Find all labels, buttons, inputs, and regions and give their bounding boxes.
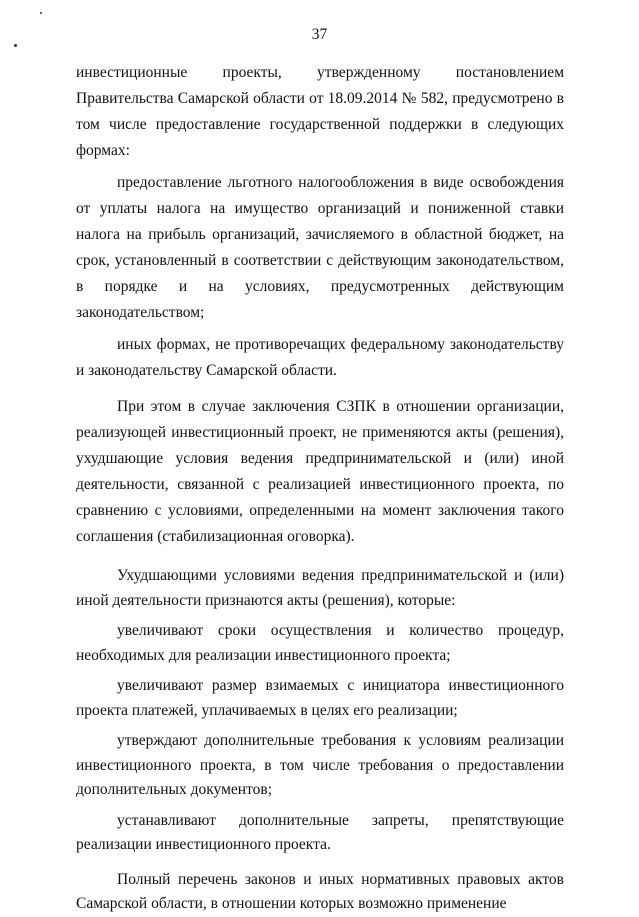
scan-speck <box>40 12 42 14</box>
paragraph-prohibitions: устанавливают дополнительные запреты, препятствующие реализации инвестиционного проекта. <box>76 811 564 853</box>
paragraph-full-list: Полный перечень законов и иных нормативных правовых актов Самарской области, в отношении которых возможно применение <box>76 870 564 912</box>
paragraph-tax-benefits: предоставление льготного налогообложения в виде освобождения от уплаты налога на имущество организаций и пониженной ставки налога на прибыль организаций, зачисляемого в областной бюджет, на срок, установленный в соответствии с действующим законодательством, в порядке и на условиях, предусмотренных действующим законодательством; <box>76 174 564 321</box>
paragraph-requirements: утверждают дополнительные требования к условиям реализации инвестиционного проекта, в том числе требования о предоставлении дополнительных документов; <box>76 732 564 798</box>
document-body <box>76 60 564 917</box>
paragraph-procedures: увеличивают сроки осуществления и количество процедур, необходимых для реализации инвестиционного проекта; <box>76 622 564 664</box>
paragraph-stabilization-clause: При этом в случае заключения СЗПК в отношении организации, реализующей инвестиционный проект, не применяются акты (решения), ухудшающие условия ведения предпринимательской и (или) иной деятельности, связанной с реализацией инвестиционного проекта, по сравнению с условиями, определенными на момент заключения такого соглашения (стабилизационная оговорка). <box>76 398 564 545</box>
page-number: 37 <box>311 26 328 43</box>
paragraph-other-forms: иных формах, не противоречащих федеральному законодательству и законодательству Самарской области. <box>76 336 564 379</box>
paragraph-payments: увеличивают размер взимаемых с инициатора инвестиционного проекта платежей, уплачиваемых в целях его реализации; <box>76 677 564 719</box>
paragraph-support-forms-intro: инвестиционные проекты, утвержденному постановлением Правительства Самарской области от 18.09.2014 № 582, предусмотрено в том числе предоставление государственной поддержки в следующих формах: <box>76 64 564 159</box>
scan-speck <box>14 44 17 47</box>
paragraph-worsening-conditions: Ухудшающими условиями ведения предпринимательской и (или) иной деятельности признаются акты (решения), которые: <box>76 567 564 609</box>
